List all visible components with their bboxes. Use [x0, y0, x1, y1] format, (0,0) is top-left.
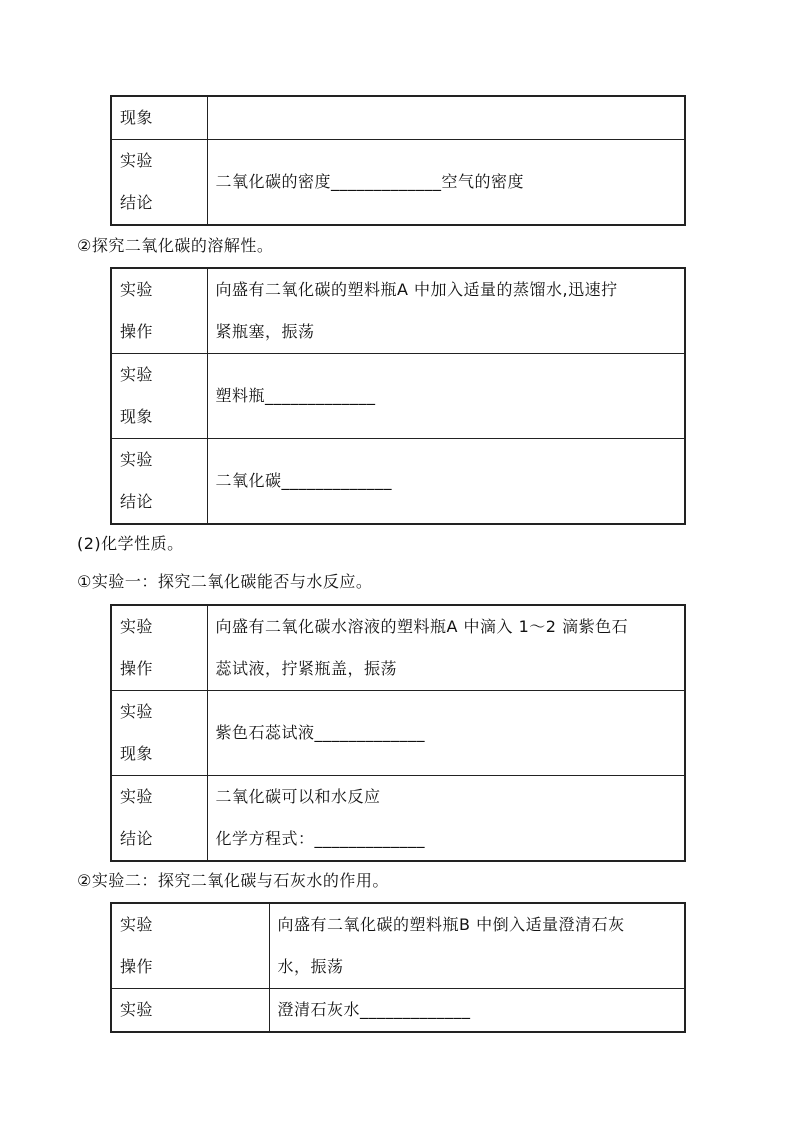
row-label: 实验 操作	[111, 268, 207, 354]
text-line: 水，振荡	[277, 957, 344, 976]
text-line: 向盛有二氧化碳的塑料瓶B 中倒入适量澄清石灰	[277, 915, 625, 934]
text-line: 二氧化碳可以和水反应	[215, 787, 381, 806]
answer-blank[interactable]: _____________	[265, 386, 376, 405]
table-row	[111, 268, 685, 354]
text: 空气的密度	[441, 172, 525, 191]
table-limewater	[110, 902, 686, 1033]
row-content	[207, 605, 685, 691]
table-density	[110, 95, 686, 226]
row-label: 实验 结论	[111, 776, 207, 862]
text: 二氧化碳	[215, 471, 282, 490]
table-row	[111, 439, 685, 525]
paragraph: ②探究二氧化碳的溶解性。	[77, 236, 274, 255]
table-row	[111, 691, 685, 776]
row-label: 实验 结论	[111, 140, 207, 226]
row-content	[207, 439, 685, 525]
row-label: 实验 操作	[111, 605, 207, 691]
row-content	[207, 776, 685, 862]
text-line	[216, 818, 677, 860]
row-content	[269, 903, 685, 989]
answer-blank[interactable]: _____________	[331, 172, 442, 191]
table-row	[111, 140, 685, 226]
table-reaction-water	[110, 604, 686, 862]
table-row	[111, 989, 685, 1033]
text-line: 蕊试液，拧紧瓶盖，振荡	[215, 659, 398, 678]
paragraph: ①实验一：探究二氧化碳能否与水反应。	[77, 572, 373, 591]
table-row	[111, 354, 685, 439]
table-row	[111, 605, 685, 691]
row-label: 实验 操作	[111, 903, 269, 989]
row-label: 实验 现象	[111, 691, 207, 776]
row-content	[207, 354, 685, 439]
row-label: 现象	[111, 96, 207, 140]
text: 二氧化碳的密度	[215, 172, 332, 191]
text: 澄清石灰水	[277, 1000, 361, 1019]
answer-blank[interactable]: _____________	[314, 829, 426, 848]
row-content	[207, 268, 685, 354]
answer-blank[interactable]: _____________	[281, 471, 393, 490]
paragraph: ②实验二：探究二氧化碳与石灰水的作用。	[77, 871, 389, 890]
text: 化学方程式：	[215, 829, 315, 848]
row-label: 实验 结论	[111, 439, 207, 525]
text-line: 紧瓶塞，振荡	[215, 322, 315, 341]
table-row	[111, 96, 685, 140]
table-row	[111, 776, 685, 862]
answer-blank[interactable]: _____________	[360, 1000, 471, 1019]
row-content	[207, 691, 685, 776]
row-label: 实验 现象	[111, 354, 207, 439]
row-content	[269, 989, 685, 1033]
answer-blank[interactable]: _____________	[314, 723, 426, 742]
row-label: 实验	[111, 989, 269, 1033]
table-row	[111, 903, 685, 989]
row-content	[207, 140, 685, 226]
text: 紫色石蕊试液	[215, 723, 315, 742]
text: 塑料瓶	[215, 386, 266, 405]
text-line: 向盛有二氧化碳的塑料瓶A 中加入适量的蒸馏水,迅速拧	[215, 280, 618, 299]
paragraph: (2)化学性质。	[77, 534, 184, 553]
table-solubility	[110, 267, 686, 525]
row-content	[207, 96, 685, 140]
text-line: 向盛有二氧化碳水溶液的塑料瓶A 中滴入 1～2 滴紫色石	[215, 617, 629, 636]
